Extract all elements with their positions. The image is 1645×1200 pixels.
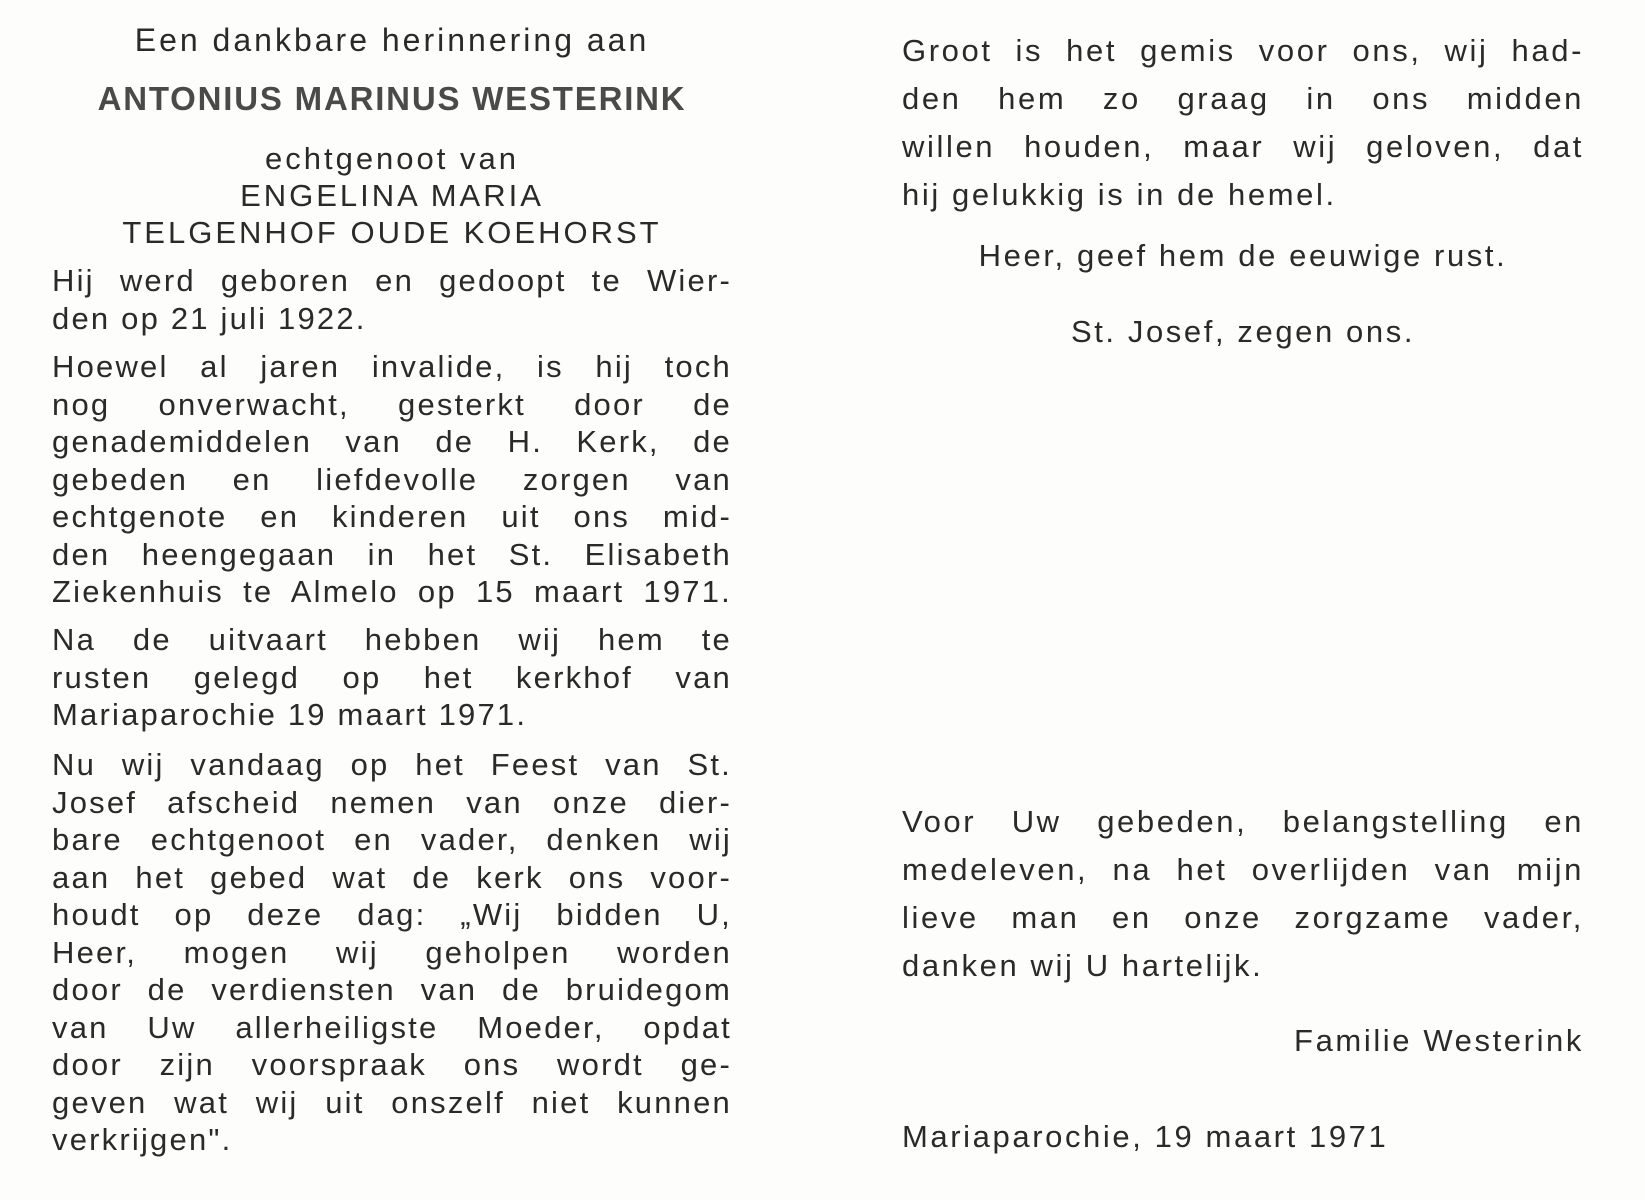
intro-line: Een dankbare herinnering aan bbox=[134, 22, 650, 58]
paragraph-line: den hem zo graag in ons midden bbox=[902, 81, 1584, 116]
paragraph-line: den heengegaan in het St. Elisabeth bbox=[52, 536, 732, 572]
family-signature: Familie Westerink bbox=[1294, 1023, 1584, 1058]
paragraph-line: den op 21 juli 1922. bbox=[52, 300, 367, 336]
spouse-intro: echtgenoot van bbox=[264, 141, 519, 176]
paragraph-line: door de verdiensten van de bruidegom bbox=[52, 972, 732, 1007]
paragraph-line: danken wij U hartelijk. bbox=[902, 948, 1264, 983]
spouse-name-line-2: TELGENHOF OUDE KOEHORST bbox=[122, 215, 662, 250]
paragraph-line: hij gelukkig is in de hemel. bbox=[902, 177, 1337, 212]
paragraph-line: willen houden, maar wij geloven, dat bbox=[902, 129, 1584, 164]
paragraph-line: aan het gebed wat de kerk ons voor- bbox=[52, 859, 732, 895]
paragraph-line: nog onverwacht, gesterkt door de bbox=[52, 386, 732, 422]
paragraph-line: houdt op deze dag: „Wij bidden U, bbox=[52, 897, 732, 932]
eternal-rest-prayer: Heer, geef hem de eeuwige rust. bbox=[978, 238, 1508, 273]
death-paragraph bbox=[52, 348, 732, 611]
paragraph-line: rusten gelegd op het kerkhof van bbox=[52, 659, 732, 695]
prayer-paragraph bbox=[52, 746, 732, 1159]
paragraph-line: Heer, mogen wij geholpen worden bbox=[52, 934, 732, 970]
deceased-name: ANTONIUS MARINUS WESTERINK bbox=[97, 80, 687, 117]
paragraph-line: gebeden en liefdevolle zorgen van bbox=[52, 461, 732, 497]
paragraph-line: echtgenote en kinderen uit ons mid- bbox=[52, 499, 732, 534]
spouse-name-line-1: ENGELINA MARIA bbox=[240, 178, 544, 213]
burial-paragraph bbox=[52, 621, 732, 734]
paragraph-line: Voor Uw gebeden, belangstelling en bbox=[902, 804, 1584, 839]
paragraph-line: bare echtgenoot en vader, denken wij bbox=[52, 822, 732, 857]
paragraph-line: Mariaparochie 19 maart 1971. bbox=[52, 697, 528, 732]
place-date: Mariaparochie, 19 maart 1971 bbox=[902, 1119, 1389, 1154]
paragraph-line: lieve man en onze zorgzame vader, bbox=[902, 900, 1584, 935]
paragraph-line: Nu wij vandaag op het Feest van St. bbox=[52, 747, 732, 782]
paragraph-line: Hoewel al jaren invalide, is hij toch bbox=[52, 349, 732, 384]
loss-paragraph bbox=[902, 27, 1584, 219]
paragraph-line: door zijn voorspraak ons wordt ge- bbox=[52, 1047, 732, 1082]
birth-paragraph bbox=[52, 262, 732, 337]
paragraph-line: medeleven, na het overlijden van mijn bbox=[902, 852, 1584, 887]
blessing-line: St. Josef, zegen ons. bbox=[1070, 314, 1416, 349]
paragraph-line: Hij werd geboren en gedoopt te Wier- bbox=[52, 263, 732, 298]
paragraph-line: Na de uitvaart hebben wij hem te bbox=[52, 622, 732, 657]
spouse-block bbox=[52, 140, 732, 251]
thanks-paragraph bbox=[902, 798, 1584, 990]
paragraph-line: geven wat wij uit onszelf niet kunnen bbox=[52, 1084, 732, 1120]
paragraph-line: Groot is het gemis voor ons, wij had- bbox=[902, 33, 1584, 68]
paragraph-line: verkrijgen". bbox=[52, 1122, 233, 1157]
paragraph-line: Josef afscheid nemen van onze dier- bbox=[52, 784, 732, 820]
paragraph-line: genademiddelen van de H. Kerk, de bbox=[52, 424, 732, 459]
paragraph-line: Ziekenhuis te Almelo op 15 maart 1971. bbox=[52, 574, 732, 609]
paragraph-line: van Uw allerheiligste Moeder, opdat bbox=[52, 1009, 732, 1045]
